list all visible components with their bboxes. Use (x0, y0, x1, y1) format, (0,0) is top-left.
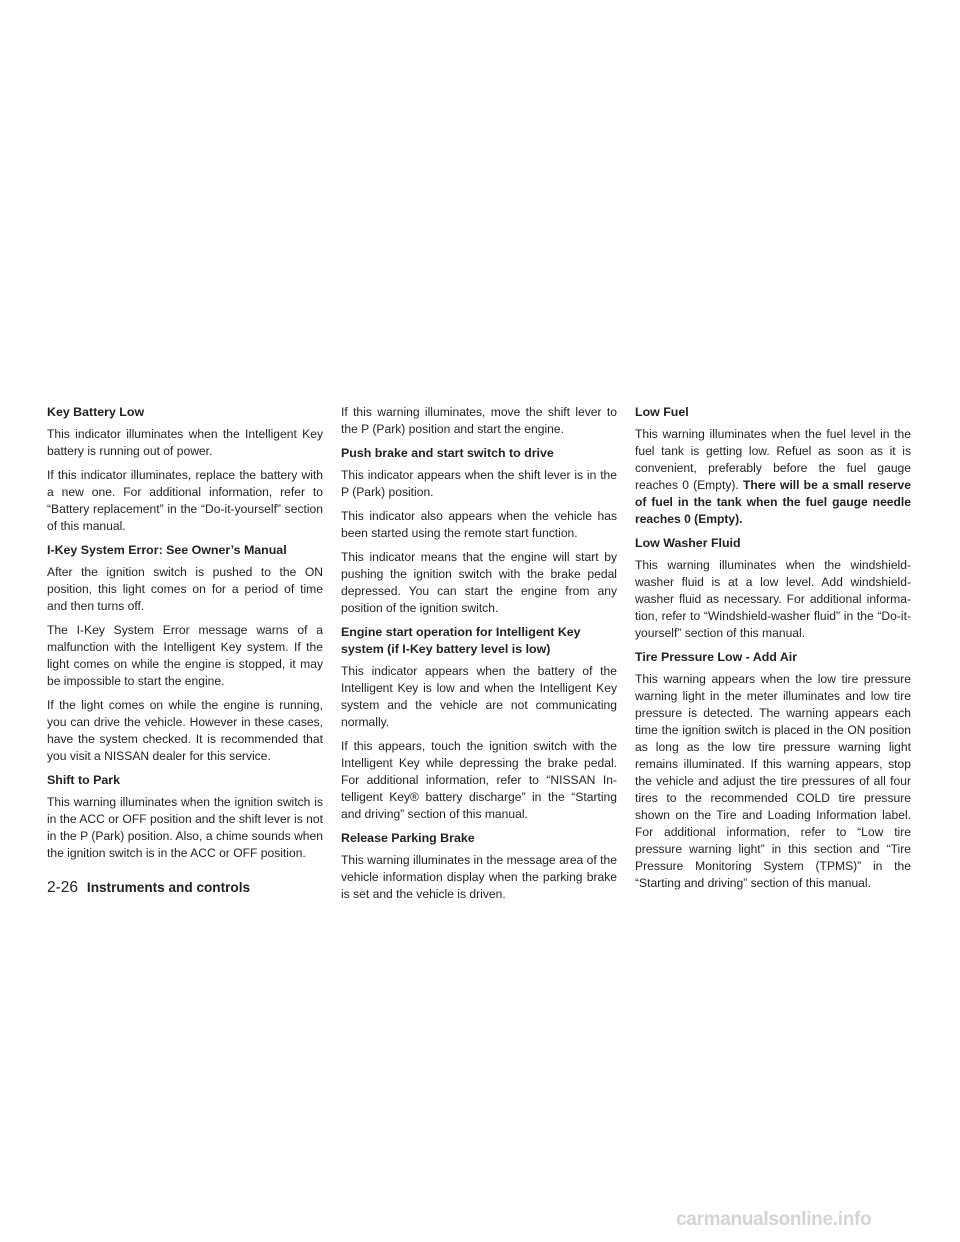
heading-low-washer-fluid: Low Washer Fluid (635, 536, 741, 550)
heading-engine-start-operation: Engine start operation for Intelligent Key system (if I-Key battery level is low) (341, 625, 581, 656)
low-fuel-bold-note: There will be a small reserve of fuel in the tank when the fuel gauge needle reaches 0 (Empty). (635, 478, 911, 526)
section-title: Instruments and controls (86, 880, 251, 895)
heading-key-battery-low: Key Battery Low (47, 405, 145, 419)
paragraph: This indicator appears when the shift lever is in the P (Park) position. (341, 468, 617, 499)
low-fuel-text: This warning illuminates when the fuel level in the fuel tank is getting low. Refuel as soon as it is convenient, preferably before the fuel gauge reaches 0 (Empty). (635, 427, 911, 492)
column-3 (635, 404, 911, 899)
column-2 (341, 404, 617, 910)
paragraph: This warning appears when the low tire pressure warning light in the meter illuminates and low tire pressure is detected. The warning appears each time the ignition switch is placed in the ON position as long as the low tire pressure warning light remains illuminated. If this warning appears, stop the vehicle and adjust the tire pressures of all four tires to the recommended COLD tire pressure shown on the Tire and Loading Information label. For additional information, refer to “Low tire pressure warning light” in this section and “Tire Pressure Monitoring System (TPMS)” in the “Starting and driving” section of this manual. (635, 672, 911, 890)
heading-tire-pressure-low: Tire Pressure Low - Add Air (635, 650, 798, 664)
paragraph: If this indicator illuminates, replace the battery with a new one. For additional information, refer to “Battery replacement” in the “Do-it-yourself” section of this manual. (47, 468, 323, 533)
paragraph: If the light comes on while the engine is running, you can drive the vehicle. However in these cases, have the system checked. It is recommended that you visit a NISSAN dealer for this service. (47, 698, 323, 763)
page-number: 2-26 (47, 879, 79, 896)
paragraph: This indicator illuminates when the Intelligent Key battery is running out of power. (47, 427, 323, 458)
heading-release-parking-brake: Release Parking Brake (341, 831, 475, 845)
paragraph: The I-Key System Error message warns of a malfunction with the Intelligent Key system. If the light comes on while the engine is stopped, it may be impossible to start the engine. (47, 623, 323, 688)
paragraph: This warning illuminates when the windshield-washer fluid is at a low level. Add windshield-washer fluid as necessary. For additional information, refer to “Windshield-washer fluid” in the “Do-it-yourself” section of this manual. (635, 558, 911, 640)
paragraph: If this warning illuminates, move the shift lever to the P (Park) position and start the engine. (341, 405, 617, 436)
page-footer (47, 877, 250, 898)
heading-shift-to-park: Shift to Park (47, 773, 120, 787)
paragraph: This warning illuminates when the ignition switch is in the ACC or OFF position and the shift lever is not in the P (Park) position. Also, a chime sounds when the ignition switch is in the ACC or OFF position. (47, 795, 323, 860)
heading-push-brake-start: Push brake and start switch to drive (341, 446, 554, 460)
paragraph: This warning illuminates in the message area of the vehicle information display when the parking brake is set and the vehicle is driven. (341, 853, 617, 901)
paragraph: This indicator means that the engine will start by pushing the ignition switch with the brake pedal depressed. You can start the engine from any position of the ignition switch. (341, 550, 617, 615)
watermark: carmanualsonline.info (676, 1209, 872, 1230)
heading-low-fuel: Low Fuel (635, 405, 689, 419)
heading-ikey-system-error: I-Key System Error: See Owner’s Manual (47, 543, 287, 557)
paragraph: After the ignition switch is pushed to the ON position, this light comes on for a period of time and then turns off. (47, 565, 323, 613)
paragraph (635, 426, 911, 528)
paragraph: This indicator appears when the battery of the Intelligent Key is low and when the Intelligent Key system and the vehicle are not communicating normally. (341, 664, 617, 729)
paragraph: This indicator also appears when the vehicle has been started using the remote start function. (341, 509, 617, 540)
paragraph: If this appears, touch the ignition switch with the Intelligent Key while depressing the brake pedal. For additional information, refer to “NISSAN Intelligent Key® battery discharge” in the “Starting and driving” section of this manual. (341, 739, 617, 821)
column-1 (47, 404, 323, 869)
